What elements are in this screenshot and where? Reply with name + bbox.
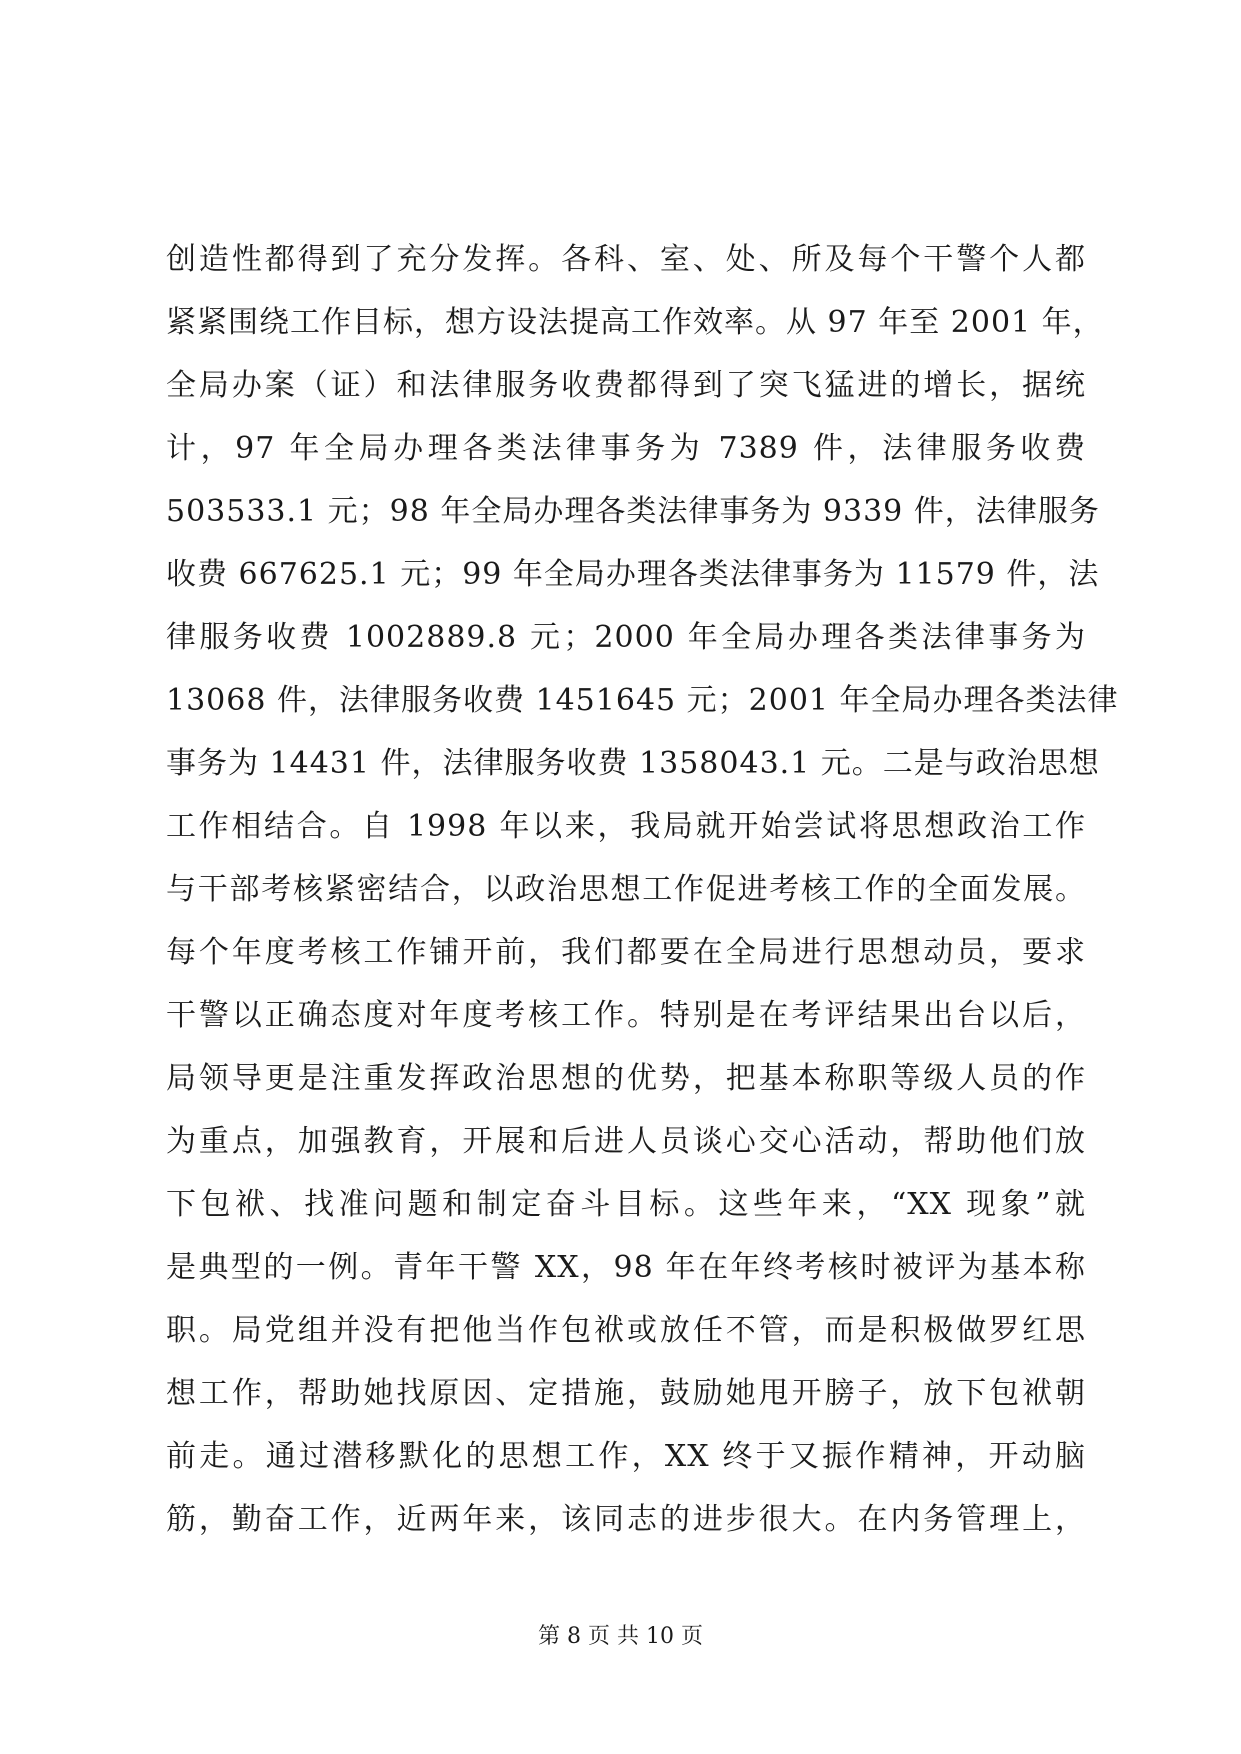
- text-line: 职。局党组并没有把他当作包袱或放任不管，而是积极做罗红思: [166, 1313, 1086, 1348]
- body-text: [166, 228, 1119, 1551]
- text-line: 下包袱、找准问题和制定奋斗目标。这些年来，“XX 现象”就: [166, 1187, 1086, 1222]
- text-line: 503533.1 元；98 年全局办理各类法律事务为 9339 件，法律服务: [166, 494, 1100, 529]
- text-line: 13068 件，法律服务收费 1451645 元；2001 年全局办理各类法律: [166, 683, 1119, 718]
- text-line: 每个年度考核工作铺开前，我们都要在全局进行思想动员，要求: [166, 935, 1086, 970]
- text-line: 计，97 年全局办理各类法律事务为 7389 件，法律服务收费: [166, 431, 1086, 466]
- text-line: 前走。通过潜移默化的思想工作，XX 终于又振作精神，开动脑: [166, 1439, 1086, 1474]
- text-line: 律服务收费 1002889.8 元；2000 年全局办理各类法律事务为: [166, 620, 1086, 655]
- text-line: 是典型的一例。青年干警 XX，98 年在年终考核时被评为基本称: [166, 1250, 1086, 1285]
- text-line: 局领导更是注重发挥政治思想的优势，把基本称职等级人员的作: [166, 1061, 1086, 1096]
- text-line: 工作相结合。自 1998 年以来，我局就开始尝试将思想政治工作: [166, 809, 1086, 844]
- text-line: 筋，勤奋工作，近两年来，该同志的进步很大。在内务管理上，: [166, 1502, 1086, 1537]
- text-line: 收费 667625.1 元；99 年全局办理各类法律事务为 11579 件，法: [166, 557, 1100, 592]
- text-line: 紧紧围绕工作目标，想方设法提高工作效率。从 97 年至 2001 年，: [166, 305, 1104, 340]
- text-line: 创造性都得到了充分发挥。各科、室、处、所及每个干警个人都: [166, 242, 1086, 277]
- page-number-footer: 第 8 页 共 10 页: [538, 1624, 703, 1649]
- text-line: 与干部考核紧密结合，以政治思想工作促进考核工作的全面发展。: [166, 872, 1086, 907]
- text-line: 事务为 14431 件，法律服务收费 1358043.1 元。二是与政治思想: [166, 746, 1100, 781]
- text-line: 想工作，帮助她找原因、定措施，鼓励她甩开膀子，放下包袱朝: [166, 1376, 1086, 1411]
- text-line: 为重点，加强教育，开展和后进人员谈心交心活动，帮助他们放: [166, 1124, 1086, 1159]
- text-line: 干警以正确态度对年度考核工作。特别是在考评结果出台以后，: [166, 998, 1086, 1033]
- text-line: 全局办案（证）和法律服务收费都得到了突飞猛进的增长，据统: [166, 368, 1086, 403]
